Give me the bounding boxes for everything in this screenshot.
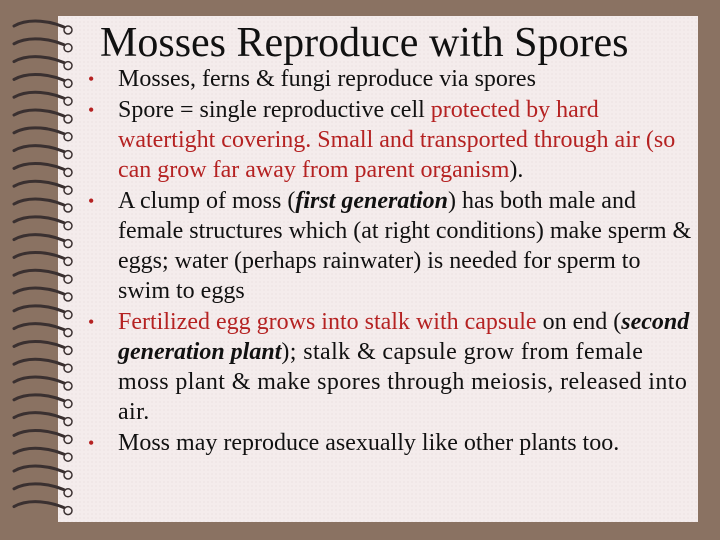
binding-ring xyxy=(14,448,72,461)
binding-ring xyxy=(14,21,72,34)
bullet-item xyxy=(86,428,698,458)
binding-ring xyxy=(14,484,72,497)
bullet-list xyxy=(86,64,698,459)
emphasized-text: second generation plant xyxy=(118,309,690,365)
binding-ring xyxy=(14,270,72,283)
slide-title: Mosses Reproduce with Spores xyxy=(100,20,629,66)
binding-ring xyxy=(14,199,72,212)
bullet-item xyxy=(86,64,698,94)
bullet-text: A clump of moss ( xyxy=(118,188,296,214)
binding-ring xyxy=(14,217,72,230)
emphasized-text: first generation xyxy=(295,188,449,214)
binding-ring xyxy=(14,163,72,176)
binding-ring xyxy=(14,92,72,105)
binding-ring xyxy=(14,128,72,141)
binding-ring xyxy=(14,288,72,301)
binding-ring xyxy=(14,502,72,515)
binding-ring xyxy=(14,430,72,443)
bullet-marker: • xyxy=(88,69,95,89)
binding-ring xyxy=(14,395,72,408)
binding-ring xyxy=(14,110,72,123)
bullet-marker: • xyxy=(88,312,95,332)
bullet-text: ); stalk & capsule grow from female moss plant & make spores through meiosis, released into air. xyxy=(118,339,688,425)
bullet-text: Moss may reproduce asexually like other plants too. xyxy=(118,430,620,456)
bullet-item xyxy=(86,186,698,306)
binding-ring xyxy=(14,39,72,52)
binding-ring xyxy=(14,413,72,426)
binding-ring xyxy=(14,252,72,265)
highlighted-text: Fertilized egg grows into stalk with capsule xyxy=(118,309,537,335)
bullet-text: ). xyxy=(509,157,524,183)
binding-ring xyxy=(14,466,72,479)
binding-ring xyxy=(14,359,72,372)
bullet-text: ) has both male and female structures which (at right conditions) make sperm & eggs; water (perhaps rainwater) is needed for sperm to swim to eggs xyxy=(118,188,692,304)
binding-ring xyxy=(14,324,72,337)
bullet-marker: • xyxy=(88,100,95,120)
binding-ring xyxy=(14,146,72,159)
binding-ring xyxy=(14,377,72,390)
highlighted-text: protected by hard watertight covering. Small and transported through air (so can grow far away from parent organism xyxy=(118,97,676,183)
bullet-item xyxy=(86,95,698,185)
binding-ring xyxy=(14,306,72,319)
bullet-marker: • xyxy=(88,191,95,211)
bullet-item xyxy=(86,307,698,427)
binding-ring xyxy=(14,235,72,248)
spiral-binding-decoration xyxy=(8,18,78,523)
bullet-marker: • xyxy=(88,433,95,453)
binding-ring xyxy=(14,57,72,70)
binding-ring xyxy=(14,341,72,354)
binding-ring xyxy=(14,181,72,194)
bullet-text: on end ( xyxy=(536,309,622,335)
bullet-text: Mosses, ferns & fungi reproduce via spores xyxy=(118,66,536,92)
bullet-text: Spore = single reproductive cell xyxy=(118,97,431,123)
binding-ring xyxy=(14,74,72,87)
